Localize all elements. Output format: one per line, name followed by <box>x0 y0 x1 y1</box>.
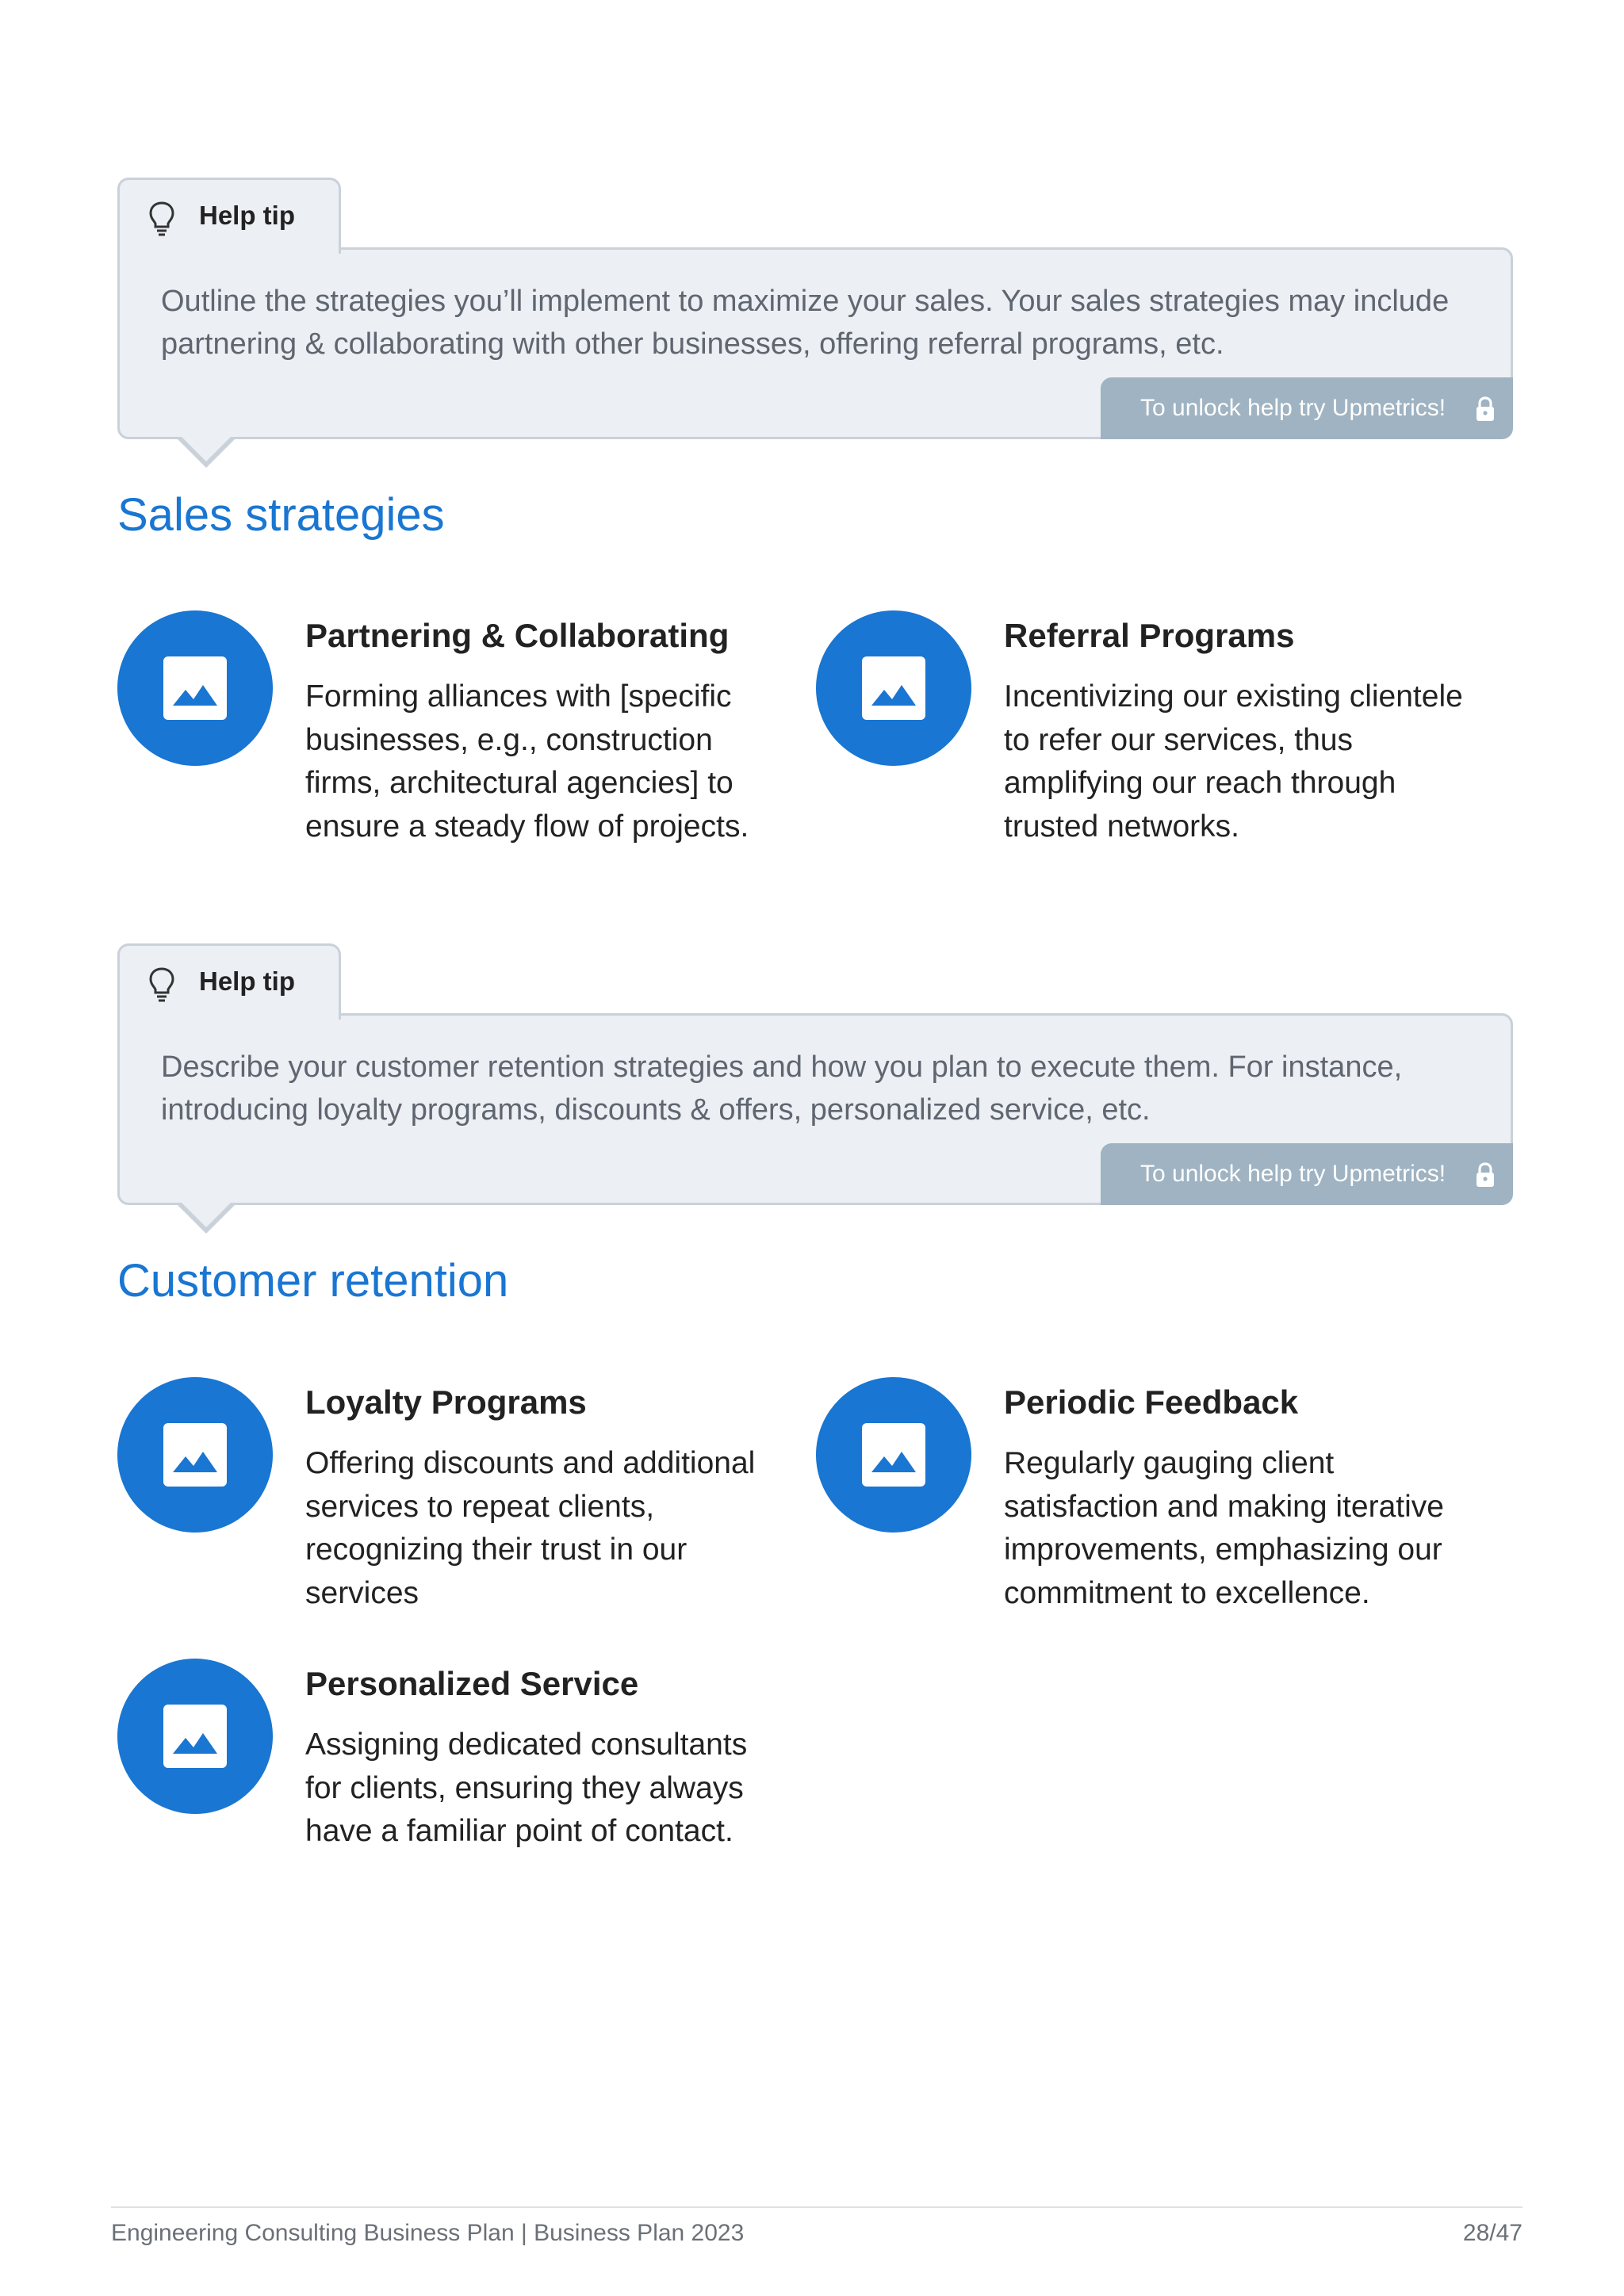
help-tip-tab <box>117 178 341 254</box>
item-title: Periodic Feedback <box>1004 1383 1299 1421</box>
help-tip-pointer-fill <box>178 1199 235 1227</box>
lock-icon <box>1475 396 1496 422</box>
unlock-help-label: To unlock help try Upmetrics! <box>1140 395 1446 421</box>
footer-document-title: Engineering Consulting Business Plan | Business Plan 2023 <box>111 2220 745 2246</box>
help-tip-sales <box>117 178 1513 439</box>
item-title: Loyalty Programs <box>305 1383 587 1421</box>
item-description: Regularly gauging client satisfaction and making iterative improvements, emphasizing our commitment to excellence. <box>1004 1446 1444 1610</box>
item-icon-circle <box>816 610 971 766</box>
image-icon <box>163 1423 227 1487</box>
help-tip-retention <box>117 943 1513 1205</box>
help-tip-body <box>117 247 1513 439</box>
item-description: Incentivizing our existing clientele to refer our services, thus amplifying our reach through trusted networks. <box>1004 679 1463 844</box>
section-title-sales-strategies: Sales strategies <box>117 489 445 541</box>
image-icon <box>862 656 925 720</box>
help-tip-pointer-fill <box>178 433 235 461</box>
item-title: Referral Programs <box>1004 617 1295 654</box>
section-title-customer-retention: Customer retention <box>117 1255 509 1307</box>
image-icon <box>163 1705 227 1768</box>
help-tip-text: Describe your customer retention strategies and how you plan to execute them. For instance, introducing loyalty programs, discounts & offers, personalized service, etc. <box>161 1050 1403 1127</box>
item-description: Forming alliances with [specific businesses, e.g., construction firms, architectural agencies] to ensure a steady flow of projects. <box>305 679 749 844</box>
help-tip-text: Outline the strategies you’ll implement to maximize your sales. Your sales strategies may include partnering & collaborating with other businesses, offering referral programs, etc. <box>161 285 1450 361</box>
help-tip-tab <box>117 943 341 1020</box>
lock-icon <box>1475 1162 1496 1188</box>
item-icon-circle <box>117 1659 273 1814</box>
item-title: Personalized Service <box>305 1665 639 1702</box>
help-tip-body <box>117 1013 1513 1205</box>
lightbulb-icon <box>148 966 175 1003</box>
image-icon <box>862 1423 925 1487</box>
lightbulb-icon <box>148 201 175 237</box>
help-tip-label: Help tip <box>199 201 295 230</box>
unlock-help-button[interactable] <box>1101 377 1513 439</box>
unlock-help-label: To unlock help try Upmetrics! <box>1140 1161 1446 1187</box>
item-icon-circle <box>117 1377 273 1533</box>
item-title: Partnering & Collaborating <box>305 617 730 654</box>
item-description: Assigning dedicated consultants for clients, ensuring they always have a familiar point of contact. <box>305 1728 748 1848</box>
help-tip-label: Help tip <box>199 966 295 996</box>
item-icon-circle <box>816 1377 971 1533</box>
unlock-help-button[interactable] <box>1101 1143 1513 1205</box>
image-icon <box>163 656 227 720</box>
footer-divider <box>111 2206 1522 2208</box>
item-description: Offering discounts and additional services to repeat clients, recognizing their trust in our services <box>305 1446 756 1610</box>
item-icon-circle <box>117 610 273 766</box>
footer-page-number: 28/47 <box>1462 2220 1522 2246</box>
